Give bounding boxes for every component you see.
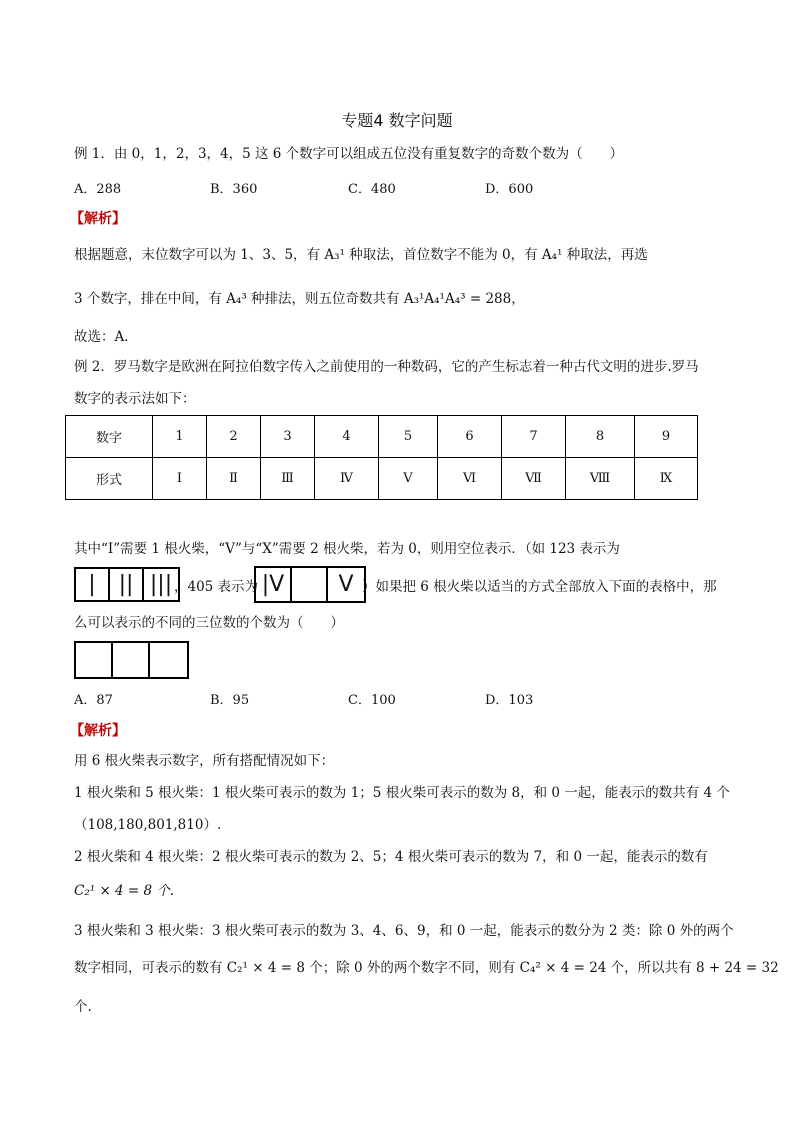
matchstick-box: V	[338, 572, 354, 597]
ex2-solution-line3: （108,180,801,810）.	[74, 817, 222, 833]
matchstick-boxes-405	[254, 566, 366, 603]
ex1-solution-line3: 故选：A．	[74, 329, 138, 345]
table-row-label: 数字	[66, 416, 153, 458]
matchstick-box: ||	[110, 569, 144, 600]
ex2-solution-line1: 用 6 根火柴表示数字，所有搭配情况如下：	[74, 753, 335, 769]
ex2-analysis-label: 【解析】	[70, 723, 126, 739]
table-cell: Ⅸ	[635, 458, 698, 500]
table-cell: Ⅳ	[315, 458, 379, 500]
table-cell: 7	[502, 416, 566, 458]
answer-box	[150, 643, 187, 677]
table-cell: 4	[315, 416, 379, 458]
table-cell: 3	[261, 416, 315, 458]
ex2-option-d: D．103	[485, 693, 534, 708]
ex2-question-line1: 例 2．罗马数字是欧洲在阿拉伯数字传入之前使用的一种数码，它的产生标志着一种古代文明的进步.罗马	[74, 359, 699, 375]
table-cell: Ⅲ	[261, 458, 315, 500]
table-cell: 6	[438, 416, 502, 458]
table-cell: 8	[566, 416, 635, 458]
table-cell: 5	[379, 416, 438, 458]
table-cell: Ⅵ	[438, 458, 502, 500]
ex2-solution-line2: 1 根火柴和 5 根火柴：1 根火柴可表示的数为 1；5 根火柴可表示的数为 8，和 0 一起，能表示的数共有 4 个	[74, 785, 730, 801]
ex2-option-c: C．100	[348, 693, 396, 708]
matchstick-box: |V	[256, 568, 292, 601]
ex2-note-end: ）如果把 6 根火柴以适当的方式全部放入下面的表格中，那	[362, 579, 717, 595]
table-row-label: 形式	[66, 458, 153, 500]
ex1-solution-line2: 3 个数字，排在中间，有 A₄³ 种排法，则五位奇数共有 A₃¹A₄¹A₄³ = 288，	[74, 291, 525, 307]
roman-numeral-table	[65, 415, 698, 500]
empty-answer-boxes	[74, 641, 189, 679]
table-cell: Ⅰ	[153, 458, 207, 500]
table-cell: Ⅴ	[379, 458, 438, 500]
ex2-question-line2: 数字的表示法如下：	[74, 391, 196, 407]
ex1-solution-line1: 根据题意，末位数字可以为 1、3、5，有 A₃¹ 种取法，首位数字不能为 0，有 A₄¹ 种取法，再选	[74, 247, 648, 263]
ex1-option-a: A．288	[74, 182, 122, 197]
table-cell: 2	[207, 416, 261, 458]
ex2-note-line3: 么可以表示的不同的三位数的个数为（ ）	[74, 615, 344, 631]
ex1-option-c: C．480	[348, 182, 396, 197]
ex2-solution-line4: 2 根火柴和 4 根火柴：2 根火柴可表示的数为 2、5；4 根火柴可表示的数为 7，和 0 一起，能表示的数有	[74, 849, 708, 865]
ex1-analysis-label: 【解析】	[70, 211, 126, 227]
page-title: 专题4 数字问题	[341, 111, 453, 130]
matchstick-boxes-123	[74, 567, 180, 602]
ex1-option-b: B．360	[210, 182, 258, 197]
answer-box	[76, 643, 113, 677]
matchstick-box	[292, 568, 328, 601]
ex1-question: 例 1．由 0，1，2，3，4，5 这 6 个数字可以组成五位没有重复数字的奇数个数为（ ）	[74, 146, 624, 162]
matchstick-box: |	[76, 569, 110, 600]
table-cell: Ⅶ	[502, 458, 566, 500]
table-cell: Ⅱ	[207, 458, 261, 500]
ex1-option-d: D．600	[485, 182, 534, 197]
ex2-note-line1: 其中“Ⅰ”需要 1 根火柴，“Ⅴ”与“X”需要 2 根火柴，若为 0，则用空位表示．（如 123 表示为	[74, 541, 620, 557]
matchstick-box: |||	[149, 572, 173, 597]
ex2-solution-line6: 3 根火柴和 3 根火柴：3 根火柴可表示的数为 3、4、6、9，和 0 一起，能表示的数分为 2 类：除 0 外的两个	[74, 923, 734, 939]
ex2-solution-line8: 个.	[74, 999, 92, 1015]
ex2-option-b: B．95	[210, 693, 250, 708]
table-cell: 9	[635, 416, 698, 458]
ex2-solution-line5: C₂¹ × 4 = 8 个.	[74, 883, 175, 899]
ex2-option-a: A．87	[74, 693, 113, 708]
ex2-note-mid: ，405 表示为	[174, 579, 259, 595]
ex2-solution-line7: 数字相同，可表示的数有 C₂¹ × 4 = 8 个；除 0 外的两个数字不同，则有 C₄² × 4 = 24 个，所以共有 8 + 24 = 32	[74, 960, 779, 976]
table-cell: Ⅷ	[566, 458, 635, 500]
table-cell: 1	[153, 416, 207, 458]
answer-box	[113, 643, 150, 677]
